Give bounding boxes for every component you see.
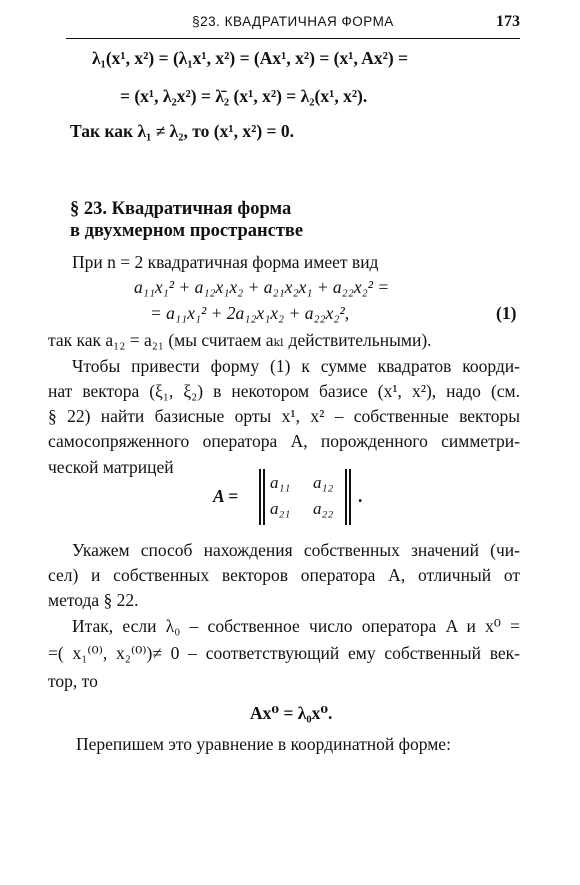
paragraph-3-line-1: Итак, если λ₀ – собственное число оператора A и x⁰ = bbox=[72, 616, 520, 636]
paragraph-1-line-4: самосопряженного оператора A, порожденного симметри- bbox=[48, 431, 520, 451]
paragraph-1-line-5: ческой матрицей bbox=[48, 457, 174, 477]
matrix-left-bar-inner bbox=[263, 469, 265, 525]
equation-line-2: = (x¹, λ₂x²) = λ̄₂ (x¹, x²) = λ₂(x¹, x²). bbox=[120, 86, 368, 106]
running-head: §23. КВАДРАТИЧНАЯ ФОРМА bbox=[192, 14, 394, 29]
matrix-a11: a₁₁ bbox=[270, 473, 291, 492]
paragraph-2-line-1: Укажем способ нахождения собственных значений (чи- bbox=[72, 540, 520, 560]
section-title-line-2: в двухмерном пространстве bbox=[70, 221, 304, 241]
equation-number: (1) bbox=[496, 303, 517, 323]
orthogonality-statement: Так как λ₁ ≠ λ₂, то (x¹, x²) = 0. bbox=[70, 121, 294, 141]
paragraph-1-line-1: Чтобы привести форму (1) к сумме квадратов коорди- bbox=[72, 356, 520, 376]
quadratic-form-line-2: = a₁₁x₁² + 2a₁₂x₁x₂ + a₂₂x₂², bbox=[150, 303, 350, 323]
paragraph-1-line-2: нат вектора (ξ₁, ξ₂) в некотором базисе (x¹, x²), надо (см. bbox=[48, 381, 520, 401]
matrix-period: . bbox=[358, 486, 363, 506]
paragraph-2-line-3: метода § 22. bbox=[48, 590, 139, 610]
matrix-right-bar bbox=[349, 469, 351, 525]
matrix-a12: a₁₂ bbox=[313, 473, 334, 492]
quadratic-form-line-1: a₁₁x₁² + a₁₂x₁x₂ + a₂₁x₂x₁ + a₂₂x₂² = bbox=[134, 277, 390, 297]
matrix-a21: a₂₁ bbox=[270, 499, 291, 518]
intro-text: При n = 2 квадратичная форма имеет вид bbox=[72, 252, 379, 272]
equation-line-1: λ₁(x¹, x²) = (λ₁x¹, x²) = (Ax¹, x²) = (x¹, Ax²) = bbox=[92, 48, 409, 68]
symmetry-note: так как a₁₂ = a₂₁ (мы считаем aₖₗ действительными). bbox=[48, 330, 432, 350]
matrix-lhs: A = bbox=[213, 486, 239, 506]
matrix-right-bar-inner bbox=[345, 469, 347, 525]
header-rule bbox=[66, 38, 520, 39]
paragraph-1-line-3: § 22) найти базисные орты x¹, x² – собственные векторы bbox=[48, 406, 520, 426]
paragraph-3-line-2: =( x₁⁽⁰⁾, x₂⁽⁰⁾)≠ 0 – соответствующий ему собственный век- bbox=[48, 643, 520, 663]
paragraph-2-line-2: сел) и собственных векторов оператора A, отличный от bbox=[48, 565, 520, 585]
symmetric-matrix bbox=[213, 469, 363, 525]
closing-text: Перепишем это уравнение в координатной форме: bbox=[76, 734, 451, 754]
matrix-left-bar bbox=[259, 469, 261, 525]
page-number: 173 bbox=[496, 13, 520, 30]
eigen-equation: Ax⁰ = λ₀x⁰. bbox=[250, 703, 333, 723]
section-title-line-1: § 23. Квадратичная форма bbox=[70, 199, 292, 219]
matrix-a22: a₂₂ bbox=[313, 499, 334, 518]
page-header bbox=[66, 14, 520, 38]
paragraph-3-line-3: тор, то bbox=[48, 671, 98, 691]
